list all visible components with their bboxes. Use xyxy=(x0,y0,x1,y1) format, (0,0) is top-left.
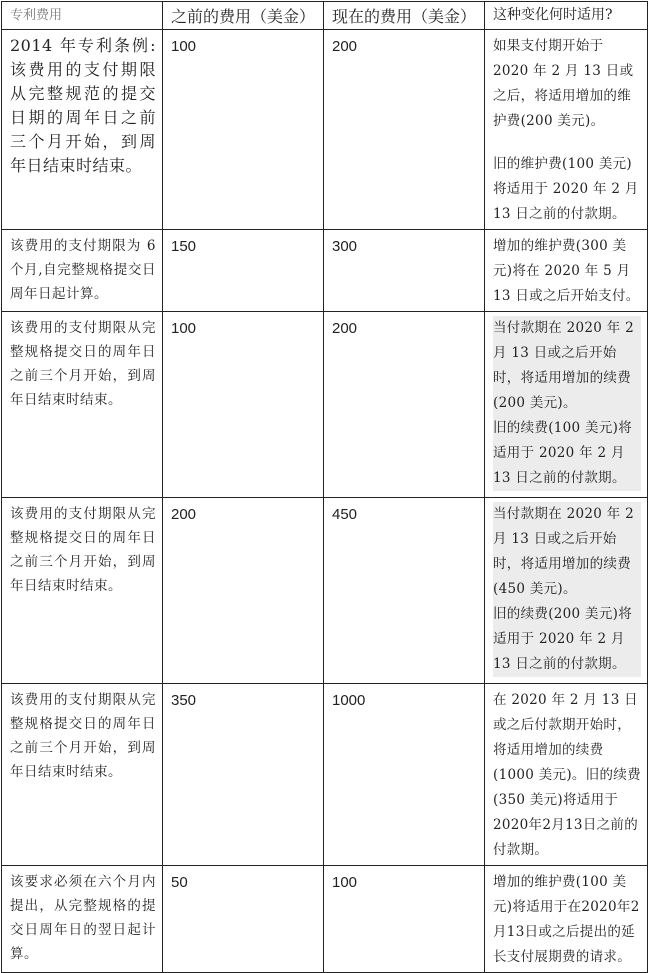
previous-fee-value: 100 xyxy=(163,312,324,498)
previous-fee-value: 50 xyxy=(163,866,324,973)
header-when-applies: 这种变化何时适用? xyxy=(485,2,648,30)
current-fee-value: 450 xyxy=(324,498,485,684)
current-fee-value: 300 xyxy=(324,230,485,312)
fee-description: 该要求必须在六个月内提出，从完整规格的提交日周年日的翌日起计算。 xyxy=(2,866,163,973)
applicability-paragraph: 增加的维护费(300 美元)将在 2020 年 5 月 13 日或之后开始支付。 xyxy=(493,238,640,304)
fee-description: 该费用的支付期限从完整规格提交日的周年日之前三个月开始，到周年日结束时结束。 xyxy=(2,498,163,684)
applicability-note xyxy=(485,230,648,312)
fee-comparison-table xyxy=(1,1,648,973)
header-current-fee: 现在的费用（美金） xyxy=(324,2,485,30)
applicability-paragraph: 旧的维护费(100 美元)将适用于 2020 年 2 月 13 日之前的付款期。 xyxy=(493,156,639,222)
fee-description: 2014 年专利条例:该费用的支付期限从完整规范的提交日期的周年日之前三个月开始，到周年日结束时结束。 xyxy=(2,30,163,230)
table-row xyxy=(2,312,648,498)
table-row xyxy=(2,684,648,866)
table-row xyxy=(2,498,648,684)
applicability-paragraph: 当付款期在 2020 年 2 月 13 日或之后开始时，将适用增加的续费(450 美元)。 xyxy=(493,502,641,602)
table-header-row xyxy=(2,2,648,30)
table-row xyxy=(2,30,648,230)
current-fee-value: 200 xyxy=(324,312,485,498)
fee-description: 该费用的支付期限从完整规格提交日的周年日之前三个月开始，到周年日结束时结束。 xyxy=(2,312,163,498)
applicability-paragraph: 当付款期在 2020 年 2 月 13 日或之后开始时，将适用增加的续费(200 美元)。 xyxy=(493,316,641,416)
applicability-paragraph: 在 2020 年 2 月 13 日或之后付款期开始时，将适用增加的续费(1000 美元)。旧的续费(350 美元)将适用于2020年2月13日之前的付款期。 xyxy=(493,692,641,858)
fee-description: 该费用的支付期限为 6 个月,自完整规格提交日周年日起计算。 xyxy=(2,230,163,312)
applicability-paragraph: 如果支付期开始于 2020 年 2 月 13 日或之后，将适用增加的维护费(200 美元)。 xyxy=(493,38,634,129)
applicability-paragraph: 增加的维护费(100 美元)将适用于在2020年2月13日或之后提出的延长支付展期费的请求。 xyxy=(493,874,640,965)
table-row xyxy=(2,230,648,312)
applicability-paragraph: 旧的续费(100 美元)将适用于 2020 年 2 月 13 日之前的付款期。 xyxy=(493,416,641,491)
applicability-paragraph: 旧的续费(200 美元)将适用于 2020 年 2 月 13 日之前的付款期。 xyxy=(493,602,641,677)
previous-fee-value: 100 xyxy=(163,30,324,230)
applicability-note xyxy=(485,30,648,230)
current-fee-value: 1000 xyxy=(324,684,485,866)
applicability-note xyxy=(485,312,648,498)
previous-fee-value: 150 xyxy=(163,230,324,312)
header-previous-fee: 之前的费用（美金） xyxy=(163,2,324,30)
fee-description: 该费用的支付期限从完整规格提交日的周年日之前三个月开始，到周年日结束时结束。 xyxy=(2,684,163,866)
applicability-note xyxy=(485,866,648,973)
previous-fee-value: 350 xyxy=(163,684,324,866)
applicability-note xyxy=(485,684,648,866)
current-fee-value: 200 xyxy=(324,30,485,230)
current-fee-value: 100 xyxy=(324,866,485,973)
applicability-note xyxy=(485,498,648,684)
table-row xyxy=(2,866,648,973)
header-patent-fee: 专利费用 xyxy=(2,2,163,30)
previous-fee-value: 200 xyxy=(163,498,324,684)
